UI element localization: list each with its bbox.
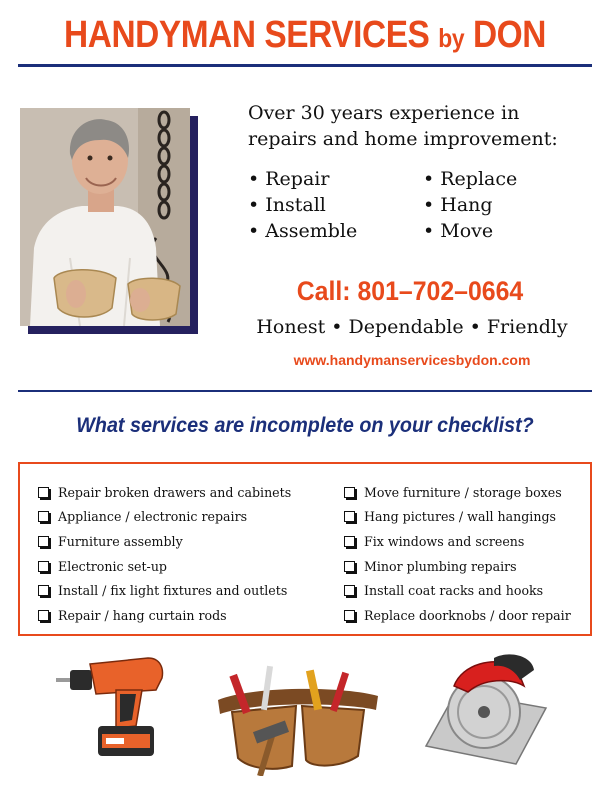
checkbox-icon[interactable]: [38, 585, 49, 596]
service-item: • Replace: [423, 168, 518, 190]
checklist-item[interactable]: [344, 603, 594, 628]
title-name: DON: [472, 14, 546, 56]
checklist-box: [18, 462, 592, 636]
service-item: • Move: [423, 220, 494, 242]
checklist-item-label: Minor plumbing repairs: [364, 558, 517, 574]
checklist-item-label: Replace doorknobs / door repair: [364, 607, 571, 623]
portrait-photo: [20, 108, 190, 326]
checkbox-icon[interactable]: [38, 536, 49, 547]
checkbox-icon[interactable]: [344, 536, 355, 547]
intro-line-2: repairs and home improvement:: [248, 128, 558, 150]
cordless-drill-icon: [56, 650, 166, 762]
checklist-item-label: Fix windows and screens: [364, 533, 525, 549]
checklist-item-label: Repair / hang curtain rods: [58, 607, 227, 623]
phone-number: Call: 801–702–0664: [296, 276, 524, 306]
checklist-item[interactable]: [38, 529, 344, 554]
website-link[interactable]: www.handymanservicesbydon.com: [293, 352, 531, 368]
checklist-item[interactable]: [38, 505, 344, 530]
checklist-item[interactable]: [38, 480, 344, 505]
checkbox-icon[interactable]: [38, 610, 49, 621]
page-title: [37, 14, 574, 57]
checkbox-icon[interactable]: [344, 585, 355, 596]
service-item: • Repair: [248, 168, 330, 190]
service-item: • Hang: [423, 194, 493, 216]
title-main: HANDYMAN SERVICES: [64, 14, 430, 56]
checkbox-icon[interactable]: [38, 561, 49, 572]
checklist-item[interactable]: [344, 578, 594, 603]
checkbox-icon[interactable]: [344, 610, 355, 621]
checklist-item[interactable]: [344, 480, 594, 505]
checklist-item-label: Repair broken drawers and cabinets: [58, 484, 292, 500]
checkbox-icon[interactable]: [344, 487, 355, 498]
checkbox-icon[interactable]: [38, 487, 49, 498]
tagline: Honest • Dependable • Friendly: [256, 316, 568, 338]
checkbox-icon[interactable]: [38, 511, 49, 522]
checklist-item-label: Electronic set-up: [58, 558, 167, 574]
checklist-item-label: Appliance / electronic repairs: [58, 509, 248, 525]
checklist-item[interactable]: [344, 554, 594, 579]
service-item: • Install: [248, 194, 326, 216]
circular-saw-icon: [424, 650, 548, 766]
checklist-item[interactable]: [344, 505, 594, 530]
checklist-item[interactable]: [38, 578, 344, 603]
top-divider: [18, 64, 592, 67]
intro-line-1: Over 30 years experience in: [248, 102, 520, 124]
checklist-question: What services are incomplete on your checklist?: [76, 414, 534, 437]
checklist-item[interactable]: [38, 603, 344, 628]
intro-text: [248, 100, 588, 152]
checklist-item-label: Hang pictures / wall hangings: [364, 509, 556, 525]
checklist-item-label: Install / fix light fixtures and outlets: [58, 583, 288, 599]
middle-divider: [18, 390, 592, 392]
title-by: by: [438, 23, 465, 53]
checklist-item[interactable]: [344, 529, 594, 554]
checkbox-icon[interactable]: [344, 511, 355, 522]
service-item: • Assemble: [248, 220, 358, 242]
checkbox-icon[interactable]: [344, 561, 355, 572]
checklist-item[interactable]: [38, 554, 344, 579]
tool-belt-icon: [212, 656, 382, 776]
checklist-item-label: Furniture assembly: [58, 533, 183, 549]
services-list: [248, 166, 588, 244]
checklist-item-label: Install coat racks and hooks: [364, 583, 544, 599]
checklist-item-label: Move furniture / storage boxes: [364, 484, 562, 500]
